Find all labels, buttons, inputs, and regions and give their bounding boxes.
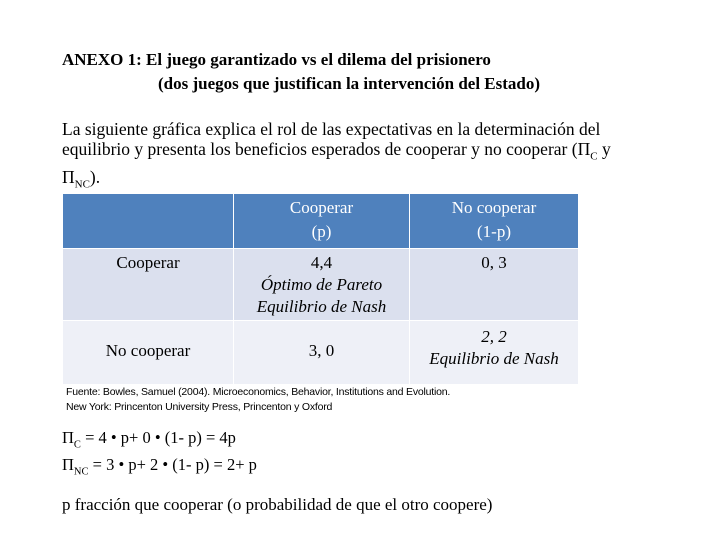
subscript-nc: NC [73,466,89,478]
document-title [62,48,662,96]
payoff-table [62,193,579,385]
title-line-1: ANEXO 1: El juego garantizado vs el dilema del prisionero [62,50,491,69]
nash-note: Equilibrio de Nash [256,297,387,316]
row-label-cell [63,249,234,321]
subscript-nc: NC [74,178,90,190]
probability-note: p fracción que cooperar (o probabilidad de que el otro coopere) [62,495,493,514]
payoff-value: 2, 2 [481,327,507,346]
source-line-2: New York: Princenton University Press, Princenton y Oxford [66,401,333,413]
equation-body: = 4 • p+ 0 • (1- p) = 4p [80,428,236,447]
payoff-value: 0, 3 [481,253,507,272]
intro-end: ). [89,166,101,187]
row-label-cooperar: Cooperar [116,253,180,272]
pi-symbol: Π [62,428,74,447]
table-header-row [63,194,579,249]
payoff-value: 3, 0 [308,341,335,360]
row-label-cell [63,321,234,385]
pareto-note: Óptimo de Pareto [260,275,383,294]
header-corner-cell [63,194,234,249]
header-cooperar [234,194,410,249]
table-row [63,321,579,385]
row-label-no-cooperar: No cooperar [105,341,191,360]
payoff-cell [410,249,579,321]
equation-not-cooperate [62,455,257,482]
payoff-value: 4,4 [310,253,333,272]
header-cooperar-label: Cooperar [289,198,354,217]
payoff-cell [234,321,410,385]
intro-paragraph [62,119,622,194]
subscript-c: C [590,150,598,163]
payoff-cell [410,321,579,385]
intro-and: y [597,139,611,159]
source-citation [66,385,450,415]
payoff-cell [234,249,410,321]
nash-note: Equilibrio de Nash [429,349,559,368]
equations [62,428,257,483]
pi-symbol: Π [62,455,74,475]
header-no-cooperar [410,194,579,249]
table-row [63,249,579,321]
header-no-cooperar-prob: (1-p) [477,222,511,241]
intro-text: La siguiente gráfica explica el rol de las expectativas en la determinación del equilibrio y presenta los beneficios esperados de cooperar y no cooperar ( [62,119,601,159]
header-cooperar-prob: (p) [311,222,332,241]
header-no-cooperar-label: No cooperar [451,198,537,217]
equation-body: = 3 • p+ 2 • (1- p) = 2+ p [88,455,257,475]
pi-symbol: Π [62,166,75,187]
title-line-2: (dos juegos que justifican la intervención del Estado) [158,74,541,93]
pi-symbol: Π [577,139,591,159]
source-line-1: Fuente: Bowles, Samuel (2004). Microeconomics, Behavior, Institutions and Evolution. [66,386,451,398]
equation-cooperate [62,428,257,455]
subscript-c: C [73,439,81,451]
